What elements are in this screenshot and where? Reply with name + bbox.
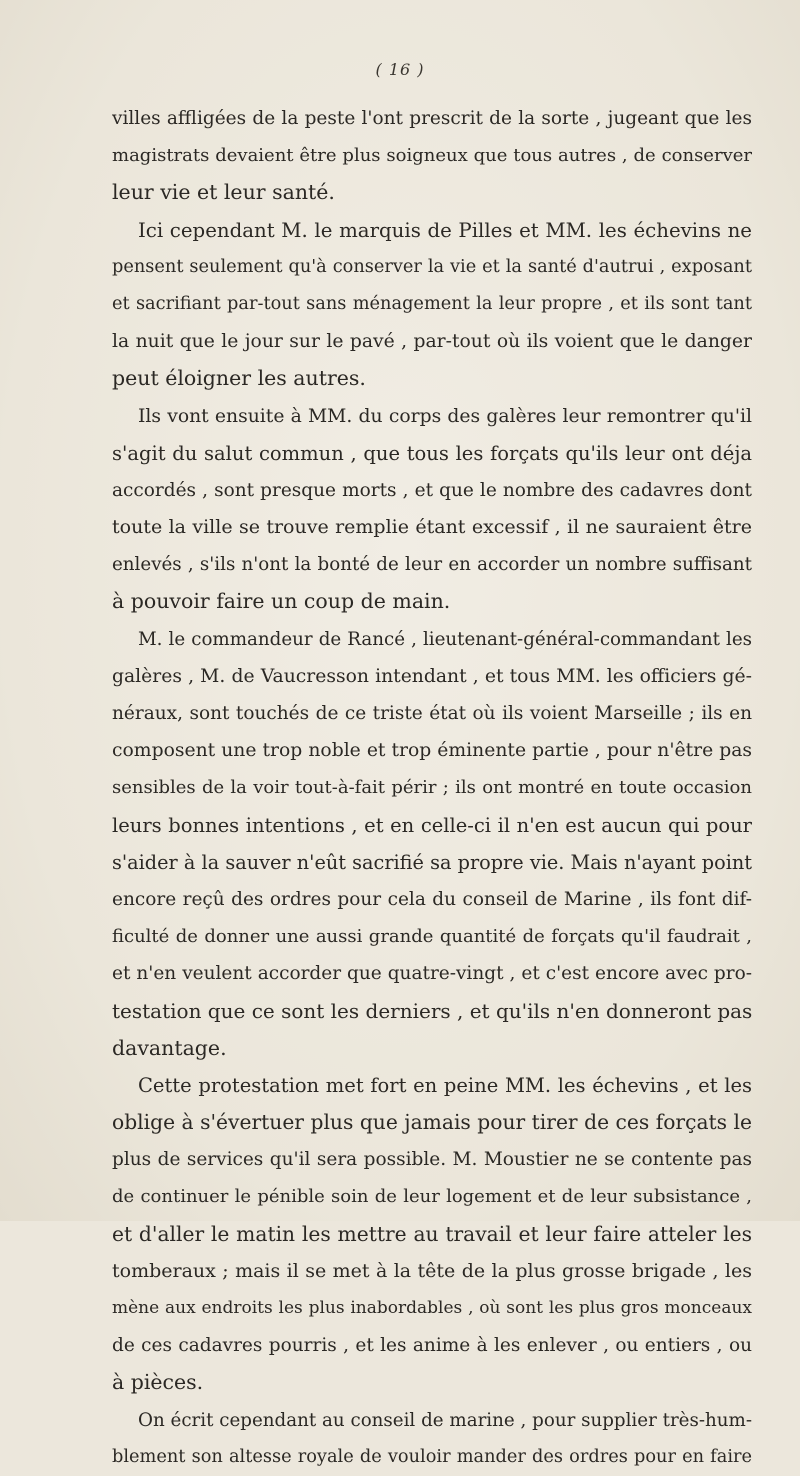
text-line: la nuit que le jour sur le pavé , par-tout où ils voient que le danger <box>112 331 752 353</box>
text-line: leur vie et leur santé. <box>112 180 335 205</box>
text-line: ficulté de donner une aussi grande quantité de forçats qu'il faudrait , <box>112 926 752 948</box>
text-line: et sacrifiant par-tout sans ménagement la leur propre , et ils sont tant <box>112 293 752 314</box>
page-number: ( 16 ) <box>375 60 425 79</box>
text-line: et d'aller le matin les mettre au travail et leur faire atteler les <box>112 1221 752 1246</box>
text-line: accordés , sont presque morts , et que le nombre des cadavres dont <box>112 479 752 501</box>
text-line: peut éloigner les autres. <box>112 366 366 391</box>
text-line: toute la ville se trouve remplie étant excessif , il ne sauraient être <box>112 516 752 539</box>
text-line: M. le commandeur de Rancé , lieutenant-général-commandant les <box>138 628 752 650</box>
text-line: tomberaux ; mais il se met à la tête de la plus grosse brigade , les <box>112 1259 752 1282</box>
text-line: de ces cadavres pourris , et les anime à les enlever , ou entiers , ou <box>112 1335 752 1357</box>
text-line: testation que ce sont les derniers , et qu'ils n'en donneront pas <box>112 998 752 1023</box>
text-line: enlevés , s'ils n'ont la bonté de leur en accorder un nombre suffisant <box>112 554 752 576</box>
text-line: davantage. <box>112 1035 227 1060</box>
text-line: oblige à s'évertuer plus que jamais pour tirer de ces forçats le <box>112 1110 752 1135</box>
text-line: et n'en veulent accorder que quatre-vingt , et c'est encore avec pro- <box>112 963 752 985</box>
text-line: s'aider à la sauver n'eût sacrifié sa propre vie. Mais n'ayant point <box>112 850 752 874</box>
text-line: pensent seulement qu'à conserver la vie et la santé d'autrui , exposant <box>112 256 752 277</box>
text-line: mène aux endroits les plus inabordables , où sont les plus gros monceaux <box>112 1298 752 1318</box>
text-line: Ils vont ensuite à MM. du corps des galères leur remontrer qu'il <box>138 405 752 427</box>
text-line: galères , M. de Vaucresson intendant , et tous MM. les officiers gé- <box>112 665 752 687</box>
text-line: leurs bonnes intentions , et en celle-ci il n'en est aucun qui pour <box>112 813 752 837</box>
text-line: plus de services qu'il sera possible. M. Moustier ne se contente pas <box>112 1149 752 1171</box>
text-line: magistrats devaient être plus soigneux que tous autres , de conserver <box>112 145 752 167</box>
text-line: On écrit cependant au conseil de marine , pour supplier très-hum- <box>138 1409 752 1431</box>
text-line: à pièces. <box>112 1370 204 1395</box>
text-line: blement son altesse royale de vouloir mander des ordres pour en faire <box>112 1446 752 1467</box>
text-line: composent une trop noble et trop éminente partie , pour n'être pas <box>112 740 752 762</box>
body-text <box>112 100 752 1476</box>
text-line: Ici cependant M. le marquis de Pilles et MM. les échevins ne <box>138 218 752 242</box>
text-line: de continuer le pénible soin de leur logement et de leur subsistance , <box>112 1186 752 1208</box>
text-line: Cette protestation met fort en peine MM. les échevins , et les <box>138 1073 752 1097</box>
text-line: encore reçû des ordres pour cela du conseil de Marine , ils font dif- <box>112 888 752 910</box>
text-line: à pouvoir faire un coup de main. <box>112 589 451 614</box>
text-line: néraux, sont touchés de ce triste état où ils voient Marseille ; ils en <box>112 703 752 724</box>
text-line: sensibles de la voir tout-à-fait périr ; ils ont montré en toute occasion <box>112 777 752 799</box>
text-line: villes affligées de la peste l'ont prescrit de la sorte , jugeant que les <box>112 108 752 129</box>
text-line: s'agit du salut commun , que tous les forçats qu'ils leur ont déja <box>112 441 752 465</box>
